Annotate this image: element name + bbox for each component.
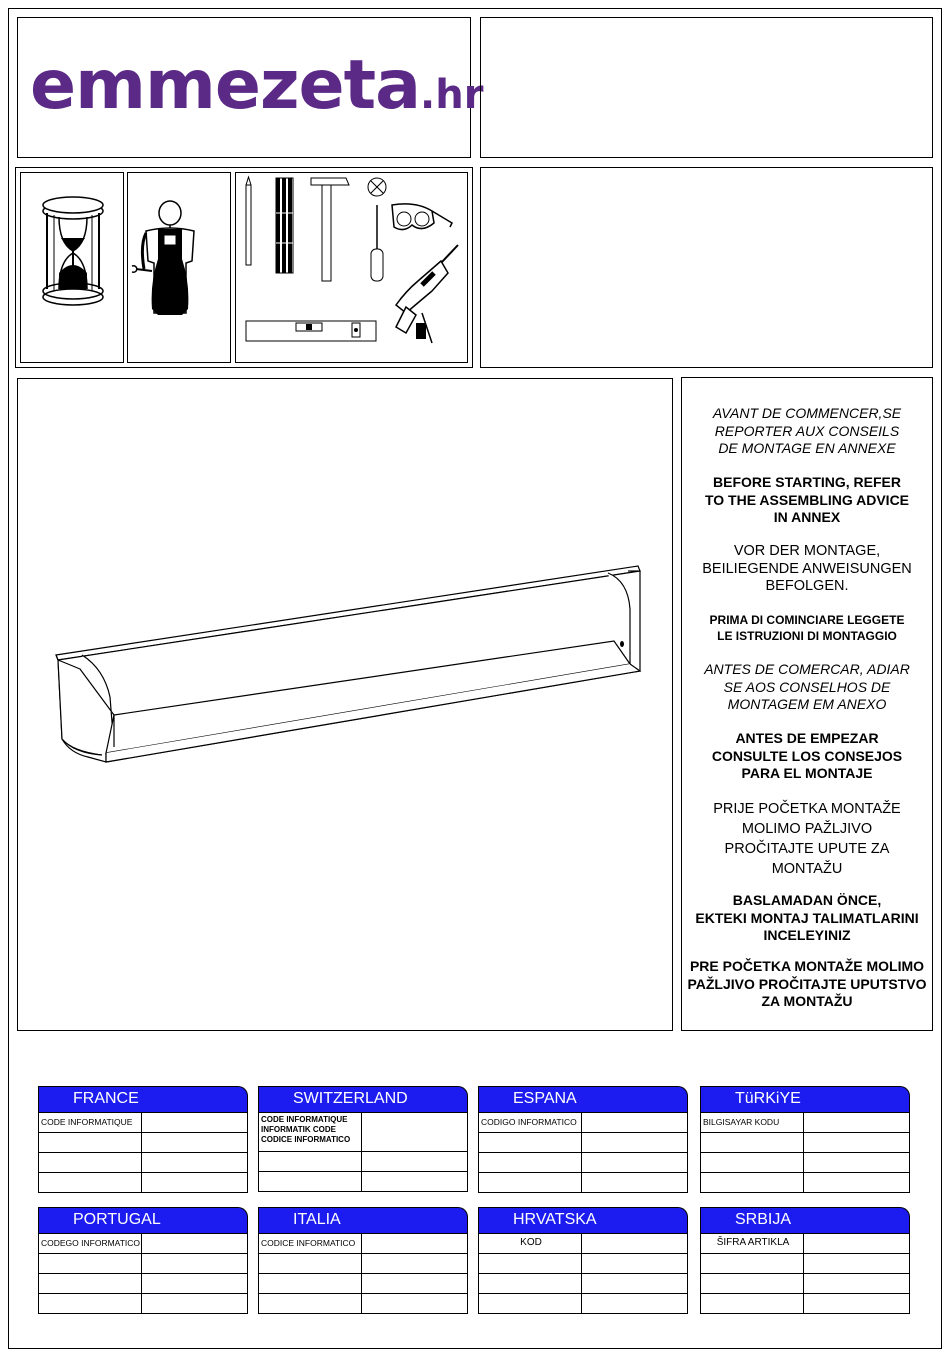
code-value-cell <box>362 1274 467 1293</box>
assembly-note: ANTES DE EMPEZAR CONSULTE LOS CONSEJOS PARA EL MONTAJE <box>711 730 903 781</box>
country-code-table <box>478 1207 688 1314</box>
table-row <box>39 1253 247 1273</box>
country-code-table <box>700 1207 910 1314</box>
code-value-cell <box>582 1234 687 1253</box>
code-cell <box>479 1274 582 1293</box>
code-cell <box>479 1294 582 1313</box>
table-row <box>701 1112 909 1132</box>
not-allowed-icon <box>368 178 386 196</box>
assembly-note: AVANT DE COMMENCER,SE REPORTER AUX CONSEILS DE MONTAGE EN ANNEXE <box>712 405 902 456</box>
code-value-cell <box>362 1234 467 1253</box>
table-row <box>701 1273 909 1293</box>
tools-icons <box>236 173 469 364</box>
code-cell <box>39 1294 142 1313</box>
code-value-cell <box>142 1173 247 1192</box>
table-row <box>39 1132 247 1152</box>
assembly-note: ANTES DE COMERCAR, ADIAR SE AOS CONSELHOS DE MONTAGEM EM ANEXO <box>704 661 910 712</box>
code-value-cell <box>362 1152 467 1171</box>
code-cell <box>39 1173 142 1192</box>
code-cell <box>479 1254 582 1273</box>
code-cell <box>479 1133 582 1152</box>
code-grid <box>700 1233 910 1314</box>
code-label: BILGISAYAR KODU <box>701 1113 804 1132</box>
power-drill-icon <box>396 245 458 343</box>
table-row <box>701 1253 909 1273</box>
code-value-cell <box>362 1172 467 1191</box>
code-label: CODE INFORMATIQUE INFORMATIK CODE CODICE INFORMATICO <box>259 1113 362 1151</box>
table-row <box>479 1152 687 1172</box>
table-row <box>701 1152 909 1172</box>
table-row <box>259 1253 467 1273</box>
assembly-note: BEFORE STARTING, REFER TO THE ASSEMBLING ADVICE IN ANNEX <box>704 474 910 525</box>
code-value-cell <box>582 1254 687 1273</box>
logo-box <box>17 17 484 158</box>
code-value-cell <box>582 1113 687 1132</box>
screwdriver-icon <box>371 205 383 281</box>
code-value-cell <box>142 1274 247 1293</box>
code-cell <box>701 1274 804 1293</box>
tools-list-panel <box>235 172 468 363</box>
code-grid <box>478 1112 688 1193</box>
worker-icon <box>128 173 232 364</box>
product-image-box <box>480 167 933 368</box>
shelf-drawing-panel <box>17 378 673 1031</box>
code-grid <box>258 1233 468 1314</box>
code-value-cell <box>582 1274 687 1293</box>
pencil-icon <box>246 177 251 265</box>
code-value-cell <box>142 1294 247 1313</box>
code-value-cell <box>142 1113 247 1132</box>
code-value-cell <box>804 1153 909 1172</box>
country-code-table <box>478 1086 688 1193</box>
table-row <box>39 1172 247 1192</box>
table-row <box>701 1233 909 1253</box>
country-code-table <box>258 1086 468 1192</box>
code-value-cell <box>142 1133 247 1152</box>
code-value-cell <box>582 1173 687 1192</box>
code-cell <box>701 1294 804 1313</box>
code-value-cell <box>804 1294 909 1313</box>
code-cell <box>259 1294 362 1313</box>
code-value-cell <box>804 1274 909 1293</box>
country-name: TüRKiYE <box>700 1086 910 1112</box>
code-cell <box>701 1153 804 1172</box>
code-cell <box>259 1274 362 1293</box>
code-cell <box>701 1133 804 1152</box>
table-row <box>259 1112 467 1151</box>
code-cell <box>39 1153 142 1172</box>
country-code-table <box>258 1207 468 1314</box>
product-info-box <box>480 17 933 158</box>
table-row <box>479 1273 687 1293</box>
country-name: SWITZERLAND <box>258 1086 468 1112</box>
code-grid <box>38 1112 248 1193</box>
brand-logo-tld: .hr <box>420 72 484 118</box>
table-row <box>701 1172 909 1192</box>
code-value-cell <box>582 1294 687 1313</box>
code-label: CODEGO INFORMATICO <box>39 1234 142 1253</box>
table-row <box>701 1293 909 1313</box>
country-name: ESPANA <box>478 1086 688 1112</box>
hourglass-icon <box>21 173 125 364</box>
code-label: CODIGO INFORMATICO <box>479 1113 582 1132</box>
code-value-cell <box>142 1234 247 1253</box>
spirit-level-icon <box>246 321 376 341</box>
code-label: KOD <box>479 1234 582 1253</box>
code-value-cell <box>582 1133 687 1152</box>
wall-shelf-drawing <box>18 379 674 1032</box>
assembly-note: VOR DER MONTAGE, BEILIEGENDE ANWEISUNGEN BEFOLGEN. <box>702 543 912 594</box>
table-row <box>479 1233 687 1253</box>
table-row <box>39 1273 247 1293</box>
folding-rule-icon <box>276 178 293 273</box>
country-code-table <box>700 1086 910 1193</box>
code-grid <box>478 1233 688 1314</box>
country-name: HRVATSKA <box>478 1207 688 1233</box>
code-value-cell <box>582 1153 687 1172</box>
assembly-note: PRE POČETKA MONTAŽE MOLIMO PAŽLJIVO PROČITAJTE UPUTSTVO ZA MONTAŽU <box>687 958 927 1009</box>
code-value-cell <box>362 1254 467 1273</box>
safety-glasses-icon <box>392 204 452 230</box>
table-row <box>259 1293 467 1313</box>
code-cell <box>259 1152 362 1171</box>
code-value-cell <box>804 1133 909 1152</box>
country-code-table <box>38 1207 248 1314</box>
code-label: ŠIFRA ARTIKLA <box>701 1234 804 1253</box>
table-row <box>479 1112 687 1132</box>
brand-logo <box>30 46 483 125</box>
table-row <box>701 1132 909 1152</box>
table-row <box>479 1132 687 1152</box>
code-cell <box>479 1153 582 1172</box>
country-name: SRBIJA <box>700 1207 910 1233</box>
assembly-note: PRIMA DI COMINCIARE LEGGETE LE ISTRUZIONI DI MONTAGGIO <box>709 613 905 643</box>
country-code-table <box>38 1086 248 1193</box>
table-row <box>479 1293 687 1313</box>
code-value-cell <box>804 1254 909 1273</box>
code-value-cell <box>804 1113 909 1132</box>
code-value-cell <box>142 1254 247 1273</box>
code-cell <box>259 1254 362 1273</box>
assembly-notes-panel <box>681 377 933 1031</box>
code-cell <box>39 1133 142 1152</box>
table-row <box>259 1233 467 1253</box>
brand-logo-main: emmezeta <box>30 46 421 125</box>
code-grid <box>38 1233 248 1314</box>
table-row <box>39 1152 247 1172</box>
table-row <box>39 1293 247 1313</box>
code-label: CODE INFORMATIQUE <box>39 1113 142 1132</box>
table-row <box>479 1172 687 1192</box>
table-row <box>39 1112 247 1132</box>
code-grid <box>258 1112 468 1192</box>
code-value-cell <box>804 1173 909 1192</box>
code-cell <box>39 1274 142 1293</box>
code-value-cell <box>804 1234 909 1253</box>
assembly-note: PRIJE POČETKA MONTAŽE MOLIMO PAŽLJIVO PROČITAJTE UPUTE ZA MONTAŽU <box>713 801 901 877</box>
code-label: CODICE INFORMATICO <box>259 1234 362 1253</box>
worker-panel <box>127 172 231 363</box>
code-value-cell <box>362 1294 467 1313</box>
table-row <box>259 1151 467 1171</box>
country-name: PORTUGAL <box>38 1207 248 1233</box>
assembly-note: BASLAMADAN ÖNCE, EKTEKI MONTAJ TALIMATLARINI INCELEYINIZ <box>695 892 919 943</box>
code-grid <box>700 1112 910 1193</box>
table-row <box>479 1253 687 1273</box>
code-cell <box>479 1173 582 1192</box>
table-row <box>259 1273 467 1293</box>
hammer-icon <box>311 178 349 281</box>
code-cell <box>39 1254 142 1273</box>
code-cell <box>701 1254 804 1273</box>
code-value-cell <box>362 1113 467 1151</box>
country-name: ITALIA <box>258 1207 468 1233</box>
code-cell <box>701 1173 804 1192</box>
country-name: FRANCE <box>38 1086 248 1112</box>
time-panel <box>20 172 124 363</box>
code-value-cell <box>142 1153 247 1172</box>
table-row <box>39 1233 247 1253</box>
code-cell <box>259 1172 362 1191</box>
table-row <box>259 1171 467 1191</box>
